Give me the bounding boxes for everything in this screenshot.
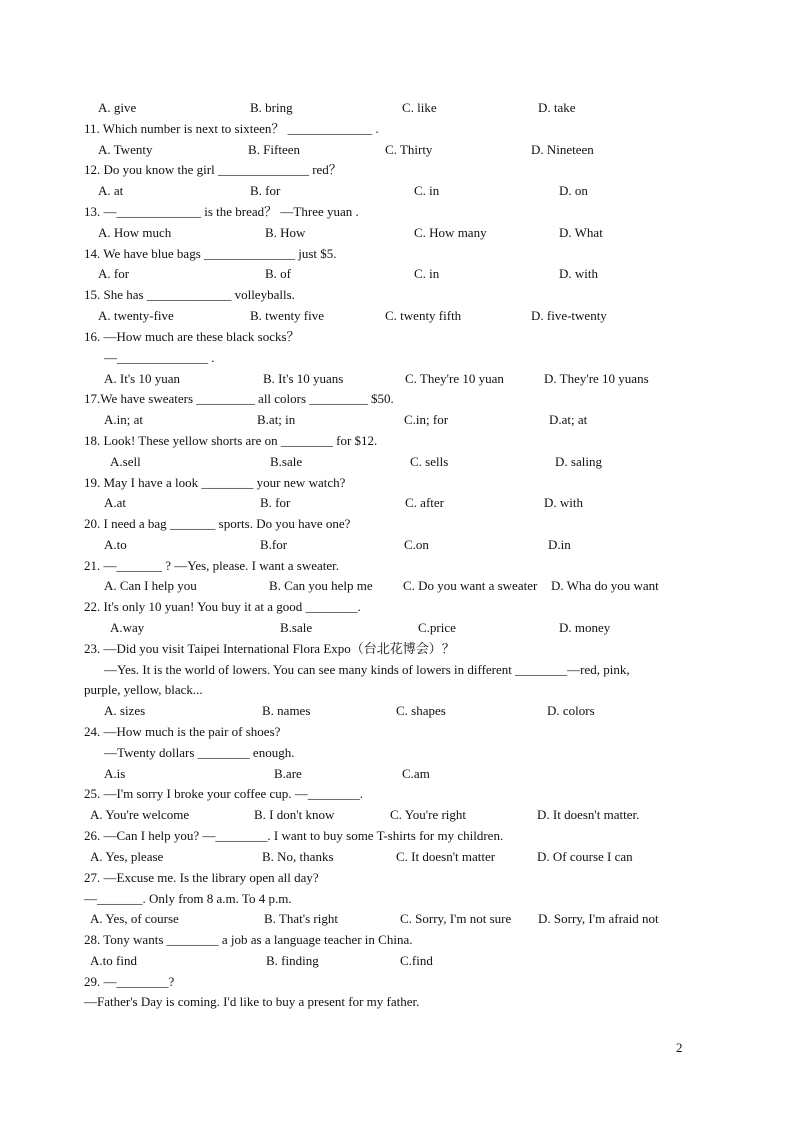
question-q15: 15. She has _____________ volleyballs. bbox=[84, 287, 295, 302]
opts-13-option-a: A. How much bbox=[98, 225, 172, 240]
opts-15-option-c: C. twenty fifth bbox=[385, 308, 462, 323]
opts-10-option-d: D. take bbox=[538, 100, 576, 115]
opts-16-option-b: B. It's 10 yuans bbox=[263, 371, 344, 386]
question-q21: 21. —_______ ? —Yes, please. I want a sweater. bbox=[84, 558, 340, 573]
opts-13-option-c: C. How many bbox=[414, 225, 487, 240]
opts-24-option-a: A.is bbox=[104, 766, 126, 781]
question-q27b: —_______. Only from 8 a.m. To 4 p.m. bbox=[84, 891, 292, 906]
opts-26-option-b: B. No, thanks bbox=[262, 849, 334, 864]
opts-18-option-b: B.sale bbox=[270, 454, 303, 469]
opts-11-option-a: A. Twenty bbox=[98, 142, 153, 157]
opts-11-option-c: C. Thirty bbox=[385, 142, 433, 157]
opts-18-option-a: A.sell bbox=[110, 454, 141, 469]
opts-12-option-b: B. for bbox=[250, 183, 281, 198]
opts-13-option-b: B. How bbox=[265, 225, 306, 240]
opts-11-option-d: D. Nineteen bbox=[531, 142, 594, 157]
opts-17-option-d: D.at; at bbox=[549, 412, 588, 427]
opts-16-option-c: C. They're 10 yuan bbox=[405, 371, 504, 386]
opts-28-option-b: B. finding bbox=[266, 953, 319, 968]
opts-15-option-a: A. twenty-five bbox=[98, 308, 174, 323]
question-q23c: purple, yellow, black... bbox=[84, 682, 203, 697]
opts-17-option-a: A.in; at bbox=[104, 412, 143, 427]
question-q26: 26. —Can I help you? —________. I want to buy some T-shirts for my children. bbox=[84, 828, 504, 843]
opts-25-option-c: C. You're right bbox=[390, 807, 467, 822]
question-q20: 20. I need a bag _______ sports. Do you have one? bbox=[84, 516, 351, 531]
opts-27-option-a: A. Yes, of course bbox=[90, 911, 179, 926]
opts-10-option-c: C. like bbox=[402, 100, 437, 115]
opts-27-option-b: B. That's right bbox=[264, 911, 338, 926]
opts-10-option-a: A. give bbox=[98, 100, 137, 115]
opts-22-option-c: C.price bbox=[418, 620, 456, 635]
opts-26-option-c: C. It doesn't matter bbox=[396, 849, 496, 864]
opts-10-option-b: B. bring bbox=[250, 100, 293, 115]
opts-14-option-b: B. of bbox=[265, 266, 291, 281]
opts-26-option-d: D. Of course I can bbox=[537, 849, 633, 864]
opts-12-option-c: C. in bbox=[414, 183, 440, 198]
opts-15-option-d: D. five-twenty bbox=[531, 308, 607, 323]
question-q16: 16. —How much are these black socks？ bbox=[84, 329, 300, 344]
question-q24: 24. —How much is the pair of shoes? bbox=[84, 724, 281, 739]
opts-24-option-b: B.are bbox=[274, 766, 302, 781]
question-q22: 22. It's only 10 yuan! You buy it at a good ________. bbox=[84, 599, 361, 614]
opts-25-option-b: B. I don't know bbox=[254, 807, 335, 822]
opts-21-option-d: D. Wha do you want bbox=[551, 578, 659, 593]
question-q19: 19. May I have a look ________ your new watch? bbox=[84, 475, 346, 490]
opts-27-option-c: C. Sorry, I'm not sure bbox=[400, 911, 512, 926]
page-number: 2 bbox=[676, 1040, 683, 1055]
opts-19-option-d: D. with bbox=[544, 495, 583, 510]
opts-22-option-b: B.sale bbox=[280, 620, 313, 635]
opts-20-option-a: A.to bbox=[104, 537, 127, 552]
question-q16b: —______________ . bbox=[104, 350, 215, 365]
opts-17-option-b: B.at; in bbox=[257, 412, 296, 427]
question-q23: 23. —Did you visit Taipei International Flora Expo（台北花博会）？ bbox=[84, 641, 455, 656]
opts-18-option-c: C. sells bbox=[410, 454, 449, 469]
opts-27-option-d: D. Sorry, I'm afraid not bbox=[538, 911, 659, 926]
opts-19-option-a: A.at bbox=[104, 495, 127, 510]
question-q29b: —Father's Day is coming. I'd like to buy a present for my father. bbox=[84, 994, 420, 1009]
question-q18: 18. Look! These yellow shorts are on ________ for $12. bbox=[84, 433, 378, 448]
opts-18-option-d: D. saling bbox=[555, 454, 602, 469]
opts-14-option-d: D. with bbox=[559, 266, 598, 281]
opts-20-option-b: B.for bbox=[260, 537, 288, 552]
opts-12-option-a: A. at bbox=[98, 183, 124, 198]
question-q12: 12. Do you know the girl ______________ red？ bbox=[84, 162, 342, 177]
question-q25: 25. —I'm sorry I broke your coffee cup. —________. bbox=[84, 786, 364, 801]
question-q23b: —Yes. It is the world of lowers. You can see many kinds of lowers in different ________—red, pink, bbox=[104, 662, 630, 677]
opts-22-option-a: A.way bbox=[110, 620, 145, 635]
opts-21-option-a: A. Can I help you bbox=[104, 578, 197, 593]
opts-12-option-d: D. on bbox=[559, 183, 588, 198]
question-q27: 27. —Excuse me. Is the library open all day? bbox=[84, 870, 319, 885]
opts-17-option-c: C.in; for bbox=[404, 412, 449, 427]
question-q17: 17.We have sweaters _________ all colors _________ $50. bbox=[84, 391, 394, 406]
opts-23-option-d: D. colors bbox=[547, 703, 595, 718]
opts-19-option-b: B. for bbox=[260, 495, 291, 510]
question-q28: 28. Tony wants ________ a job as a language teacher in China. bbox=[84, 932, 413, 947]
opts-15-option-b: B. twenty five bbox=[250, 308, 325, 323]
question-q13: 13. —_____________ is the bread？ —Three yuan . bbox=[84, 204, 359, 219]
opts-28-option-c: C.find bbox=[400, 953, 433, 968]
question-q14: 14. We have blue bags ______________ just $5. bbox=[84, 246, 337, 261]
opts-28-option-a: A.to find bbox=[90, 953, 137, 968]
opts-23-option-a: A. sizes bbox=[104, 703, 146, 718]
opts-19-option-c: C. after bbox=[405, 495, 444, 510]
opts-16-option-d: D. They're 10 yuans bbox=[544, 371, 649, 386]
opts-20-option-d: D.in bbox=[548, 537, 571, 552]
opts-21-option-c: C. Do you want a sweater bbox=[403, 578, 538, 593]
opts-25-option-d: D. It doesn't matter. bbox=[537, 807, 640, 822]
opts-11-option-b: B. Fifteen bbox=[248, 142, 300, 157]
opts-25-option-a: A. You're welcome bbox=[90, 807, 190, 822]
opts-26-option-a: A. Yes, please bbox=[90, 849, 164, 864]
question-q29: 29. —________? bbox=[84, 974, 175, 989]
opts-23-option-b: B. names bbox=[262, 703, 311, 718]
opts-21-option-b: B. Can you help me bbox=[269, 578, 373, 593]
opts-22-option-d: D. money bbox=[559, 620, 611, 635]
question-q11: 11. Which number is next to sixteen？ _____________ . bbox=[84, 121, 379, 136]
opts-14-option-c: C. in bbox=[414, 266, 440, 281]
opts-16-option-a: A. It's 10 yuan bbox=[104, 371, 181, 386]
question-q24b: —Twenty dollars ________ enough. bbox=[104, 745, 295, 760]
opts-24-option-c: C.am bbox=[402, 766, 430, 781]
opts-14-option-a: A. for bbox=[98, 266, 130, 281]
opts-23-option-c: C. shapes bbox=[396, 703, 446, 718]
opts-13-option-d: D. What bbox=[559, 225, 603, 240]
opts-20-option-c: C.on bbox=[404, 537, 429, 552]
